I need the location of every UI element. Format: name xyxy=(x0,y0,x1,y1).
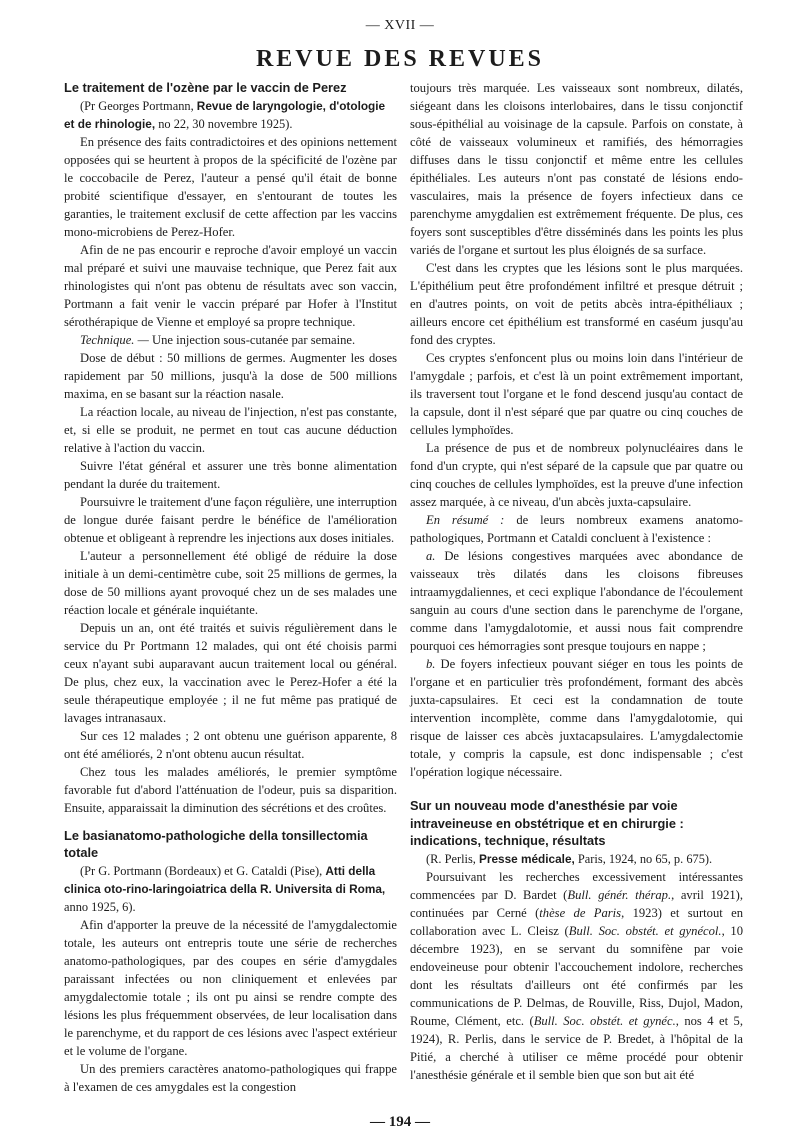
resume-text: de leurs nombreux examens anatomo-pathologiques, Portmann et Cataldi concluent à l'existence : xyxy=(410,513,743,545)
item-text: De foyers infectieux pouvant siéger en tous les points de l'organe et en particulier très profondément, formant des abcès juxta-capsulaires. Et ceci est la condamnation de toute intervention incomplète, comme dans l'amygdalotomie, qui risque de laisser ces abcès juxtacapsulaires. L'amygdalectomie totale, y compris la capsule, est donc indispensable ; c'est l'opération logique nécessaire. xyxy=(410,657,743,779)
roman-folio: — XVII — xyxy=(365,18,435,33)
article-citation-anesthesie xyxy=(410,850,743,868)
technique-text: Une injection sous-cutanée par semaine. xyxy=(151,332,356,347)
item-marker: a. xyxy=(426,549,436,563)
article-title-ozene: Le traitement de l'ozène par le vaccin de Perez xyxy=(64,80,347,95)
paragraph: C'est dans les cryptes que les lésions sont le plus marquées. L'épithélium peut être profondément infiltré et presque détruit ; en d'autres points, on voit de petits abcès intra-épithéliaux ; ailleurs encore cet épithélium est transformé en caséum jusqu'au fond des cryptes. xyxy=(410,261,743,347)
journal-ref: thèse de Paris xyxy=(539,905,622,920)
paragraph: La présence de pus et de nombreux polynucléaires dans le fond d'un crypte, qui n'est séparé de la capsule que par quatre ou cinq couches de cellules lymphoïdes, est la preuve d'une infection assez marquée, à ce niveau, d'un abcès juxta-capsulaire. xyxy=(410,441,743,509)
paragraph: Ces cryptes s'enfoncent plus ou moins loin dans l'intérieur de l'amygdale ; parfois, et c'est là un point extrêmement important, ils traversent tout l'organe et le fond descend jusqu'au contact de la capsule, dont il n'est séparé que par quatre ou cinq couches de cellules lymphoïdes. xyxy=(410,351,743,437)
article-title-anesthesie: Sur un nouveau mode d'anesthésie par voie intraveineuse en obstétrique et en chirurgie : indications, technique, résultats xyxy=(410,798,684,848)
paragraph: Depuis un an, ont été traités et suivis régulièrement dans le service du Pr Portmann 12 malades, qui ont été choisis parmi ceux n'ayant subi auparavant aucun traitement local ou général. De plus, chez eux, la vaccination avec le Perez-Hofer a été la seule thérapeutique employée ; il ne fut même pas pratiqué de lavages intranasaux. xyxy=(64,620,397,725)
paragraph: L'auteur a personnellement été obligé de réduire la dose initiale à un demi-centimètre cube, soit 25 millions de germes, la dose de 50 millions ayant provoqué chez un de ses malades une réaction locale et générale inquiétante. xyxy=(64,548,397,617)
left-column xyxy=(64,79,397,1096)
citation-author: (Pr G. Portmann (Bordeaux) et G. Cataldi (Pise), xyxy=(80,863,323,878)
paragraph: Dose de début : 50 millions de germes. Augmenter les doses rapidement par 50 millions, jusqu'à la dose de 500 millions maxima, en se basant sur la réaction nasale. xyxy=(64,350,397,401)
citation-date: anno 1925, 6). xyxy=(64,899,136,914)
page-number: — 194 — xyxy=(370,1114,430,1130)
citation-journal: Atti della clinica oto-rino-laringoiatrica della R. Universita di Roma, xyxy=(64,863,386,896)
paragraph: En présence des faits contradictoires et des opinions nettement opposées qui se heurtent à propos de la spécificité de l'ozène par le coccobacile de Perez, l'auteur a pensé qu'il était de bonne probité scientifique d'essayer, en s'entourant de toutes les garanties, le traitement exclusif de cette affection par les vaccins mono-microbiens de Perez-Hofer. xyxy=(64,134,397,239)
section-title: REVUE DES REVUES xyxy=(255,46,545,72)
citation-author: (R. Perlis, xyxy=(426,851,476,866)
journal-ref: Bull. Soc. obstét. et gynéc. xyxy=(533,1013,676,1028)
item-text: De lésions congestives marquées avec abondance de vaisseaux très dilatés dans les cloisons fibreuses intraamygdaliennes, et ceci explique l'abondance de l'écoulement sanguin au cours d'une section dans le parenchyme de l'organe, comme dans l'amygdalotomie, et aussi nous fait comprendre pourquoi ces hémorragies sont presque toujours en nappe ; xyxy=(410,549,743,653)
item-marker: b. xyxy=(426,657,436,671)
paragraph-resume xyxy=(410,511,743,547)
paragraph: Suivre l'état général et assurer une très bonne alimentation pendant la durée du traitement. xyxy=(64,458,397,491)
paragraph: Un des premiers caractères anatomo-pathologiques qui frappe à l'examen de ces amygdales est la congestion xyxy=(64,1061,397,1094)
journal-ref: Bull. Soc. obstét. et gynécol. xyxy=(568,923,722,938)
list-item-a xyxy=(410,547,743,655)
paragraph: Sur ces 12 malades ; 2 ont obtenu une guérison apparente, 8 ont été améliorés, 2 n'ont obtenu aucun résultat. xyxy=(64,728,397,761)
journal-ref: Bull. génér. thérap. xyxy=(567,887,672,902)
paragraph: La réaction locale, au niveau de l'injection, n'est pas constante, et, si elle se produit, ne permet en tout cas aucune déduction relative à l'action du vaccin. xyxy=(64,404,397,455)
text-run: Poursuivant les recherches excessivement intéressantes commencées par D. Bardet ( xyxy=(410,869,743,902)
resume-label: En résumé : xyxy=(426,513,505,527)
list-item-b xyxy=(410,655,743,781)
paragraph-technique xyxy=(64,331,397,349)
paragraph: Afin d'apporter la preuve de la nécessité de l'amygdalectomie totale, les auteurs ont entrepris toute une série de recherches anatomo-pathologiques, par des coupes en série d'amygdales paraissant infectées ou non cliniquement et enlevées par amygdalectomie totale ; ils ont pu ainsi se rendre compte des lésions les plus fréquemment observées, de leur localisation dans le parenchyme, et du rapport de ces lésions avec l'aspect extérieur et le volume de l'organe. xyxy=(64,917,397,1058)
article-title-tonsillectomia: Le basianatomo-pathologiche della tonsillectomia totale xyxy=(64,827,368,860)
paragraph: Afin de ne pas encourir e reproche d'avoir employé un vaccin mal préparé et suivi une mauvaise technique, que Perez fait aux rhinologistes qui n'ont pas obtenu de résultats avec son vaccin, Portmann a fait venir le vaccin préparé par Hofer à l'Institut sérothérapique de Vienne et employé sa propre technique. xyxy=(64,242,397,329)
text-run: , avril 1921), continuées par Cerné ( xyxy=(410,887,744,920)
technique-label: Technique. — xyxy=(80,332,149,347)
right-column xyxy=(410,79,743,1084)
paragraph xyxy=(410,868,743,1084)
text-run: , 10 décembre 1923), en se servant du somnifène par voie endoveineuse pour obtenir l'accouchement indolore, recherches dont les résultats d'ailleurs ont été confirmés par les communications de P. Delmas, de Rouville, Riss, Dujol, Madon, Roume, Clément, etc. ( xyxy=(410,923,743,1028)
article-citation-ozene xyxy=(64,97,397,133)
text-run: , nos 4 et 5, 1924), R. Perlis, dans le service de P. Bredet, à l'hôpital de la Pitié, a cherché à utiliser ce même procédé pour obtenir l'anesthésie générale et il semble bien que son but ait été xyxy=(410,1013,743,1082)
citation-date: Paris, 1924, no 65, p. 675). xyxy=(577,851,713,866)
paragraph: Poursuivre le traitement d'une façon régulière, une interruption de longue durée faisant perdre le bénéfice de l'amélioration obtenue et obligeant à reprendre les injections aux doses initiales. xyxy=(64,494,398,545)
text-run: , 1923) et surtout en collaboration avec L. Cleisz ( xyxy=(410,905,743,938)
citation-author: (Pr Georges Portmann, xyxy=(80,98,194,113)
paragraph: Chez tous les malades améliorés, le premier symptôme favorable fut d'abord l'atténuation de l'odeur, puis sa disparition. Ensuite, apparaissait la diminution des sécrétions et des croûtes. xyxy=(64,764,397,815)
citation-journal: Revue de laryngologie, d'otologie et de rhinologie, xyxy=(64,98,386,131)
article-citation-tonsillectomia xyxy=(64,862,397,916)
citation-journal: Presse médicale, xyxy=(479,851,575,866)
citation-date: no 22, 30 novembre 1925). xyxy=(158,116,293,131)
paragraph: toujours très marquée. Les vaisseaux sont nombreux, dilatés, siégeant dans les cloisons interlobaires, dans le tissu conjonctif sous-épithélial au voisinage de la capsule. Parfois on constate, à côté de vaisseaux volumineux et ramifiés, des hémorragies diffuses dans le tissu conjonctif et même entre les cellules épithéliales. Les auteurs n'ont pas constaté de lésions endo-vasculaires, mais la présence de foyers infectieux dans ce parenchyme amygdalien est extrêmement fréquente. De plus, ces foyers sont susceptibles d'être disséminés dans les points les plus variés de l'organe et surtout les plus éloignés de sa surface. xyxy=(410,81,743,257)
